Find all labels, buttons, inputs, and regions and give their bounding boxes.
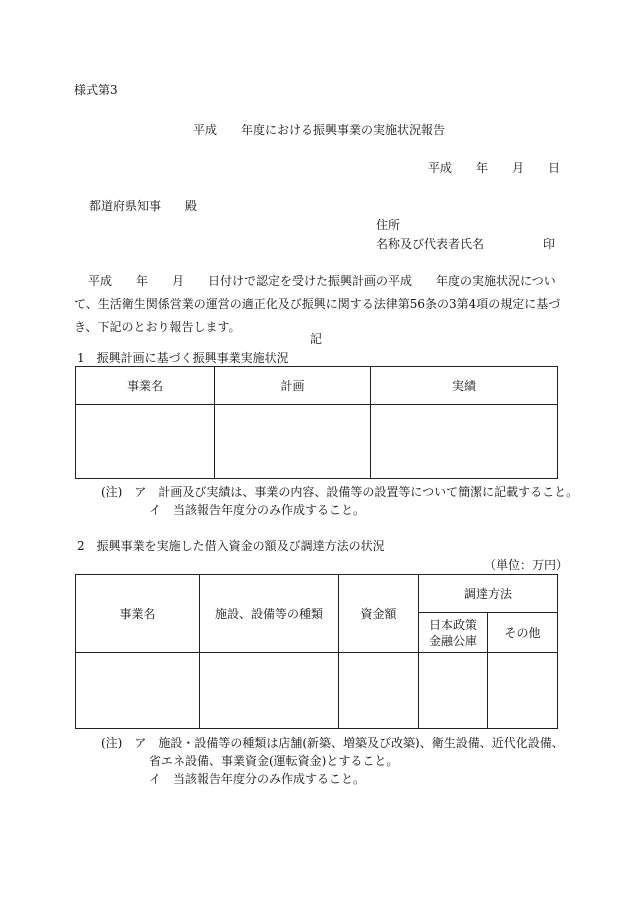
section2-header-facility: 施設、設備等の種類 — [200, 575, 339, 653]
body-line: き、下記のとおり報告します。 — [74, 320, 241, 334]
section1-note-b: イ 当該報告年度分のみ作成すること。 — [149, 503, 366, 517]
address-label: 住所 — [376, 218, 401, 232]
section1-header-result: 実績 — [371, 367, 558, 405]
section1-cell-name[interactable] — [76, 405, 215, 479]
section2-cell-amount[interactable] — [339, 653, 419, 729]
section2-table — [75, 574, 558, 729]
section1-table — [75, 366, 558, 479]
section2-title: 2 振興事業を実施した借入資金の額及び調達方法の状況 — [77, 539, 385, 553]
section2-note-a: (注) ア 施設・設備等の種類は店舗(新築、増築及び改築)、衛生設備、近代化設備、 — [101, 736, 564, 750]
form-label: 様式第3 — [74, 83, 118, 97]
table-row — [76, 653, 558, 729]
section2-cell-facility[interactable] — [200, 653, 339, 729]
page-title: 平成 年度における振興事業の実施状況報告 — [193, 123, 446, 137]
section1-cell-result[interactable] — [371, 405, 558, 479]
body-line: 平成 年 月 日付けで認定を受けた振興計画の平成 年度の実施状況につい — [88, 274, 556, 288]
unit-label: （単位：万円） — [484, 558, 569, 572]
body-paragraph — [74, 270, 561, 339]
section2-cell-name[interactable] — [76, 653, 200, 729]
jfc-line: 日本政策 — [428, 617, 477, 632]
section2-note-a-cont: 省エネ設備、事業資金(運転資金)とすること。 — [149, 754, 399, 768]
table-row — [76, 405, 558, 479]
ki-mark: 記 — [310, 332, 323, 346]
jfc-line: 金融公庫 — [428, 633, 477, 648]
section1-header-name: 事業名 — [76, 367, 215, 405]
date-line: 平成 年 月 日 — [428, 161, 561, 175]
section2-header-name: 事業名 — [76, 575, 200, 653]
seal-mark: 印 — [543, 237, 556, 251]
section1-title: 1 振興計画に基づく振興事業実施状況 — [77, 351, 289, 365]
body-line: て、生活衛生関係営業の運営の適正化及び振興に関する法律第56条の3第4項の規定に基づ — [74, 297, 561, 311]
section1-cell-plan[interactable] — [215, 405, 371, 479]
section2-cell-other[interactable] — [488, 653, 558, 729]
section1-note-a: (注) ア 計画及び実績は、事業の内容、設備等の設置等について簡潔に記載すること。 — [101, 485, 579, 499]
section2-header-amount: 資金額 — [339, 575, 419, 653]
section2-header-other: その他 — [488, 613, 558, 653]
section2-note-b: イ 当該報告年度分のみ作成すること。 — [149, 772, 366, 786]
section1-header-plan: 計画 — [215, 367, 371, 405]
section2-cell-jfc[interactable] — [419, 653, 488, 729]
section2-header-jfc — [419, 613, 488, 653]
section2-header-method: 調達方法 — [419, 575, 558, 613]
recipient: 都道府県知事 殿 — [89, 199, 198, 213]
name-label: 名称及び代表者氏名 — [376, 237, 485, 251]
